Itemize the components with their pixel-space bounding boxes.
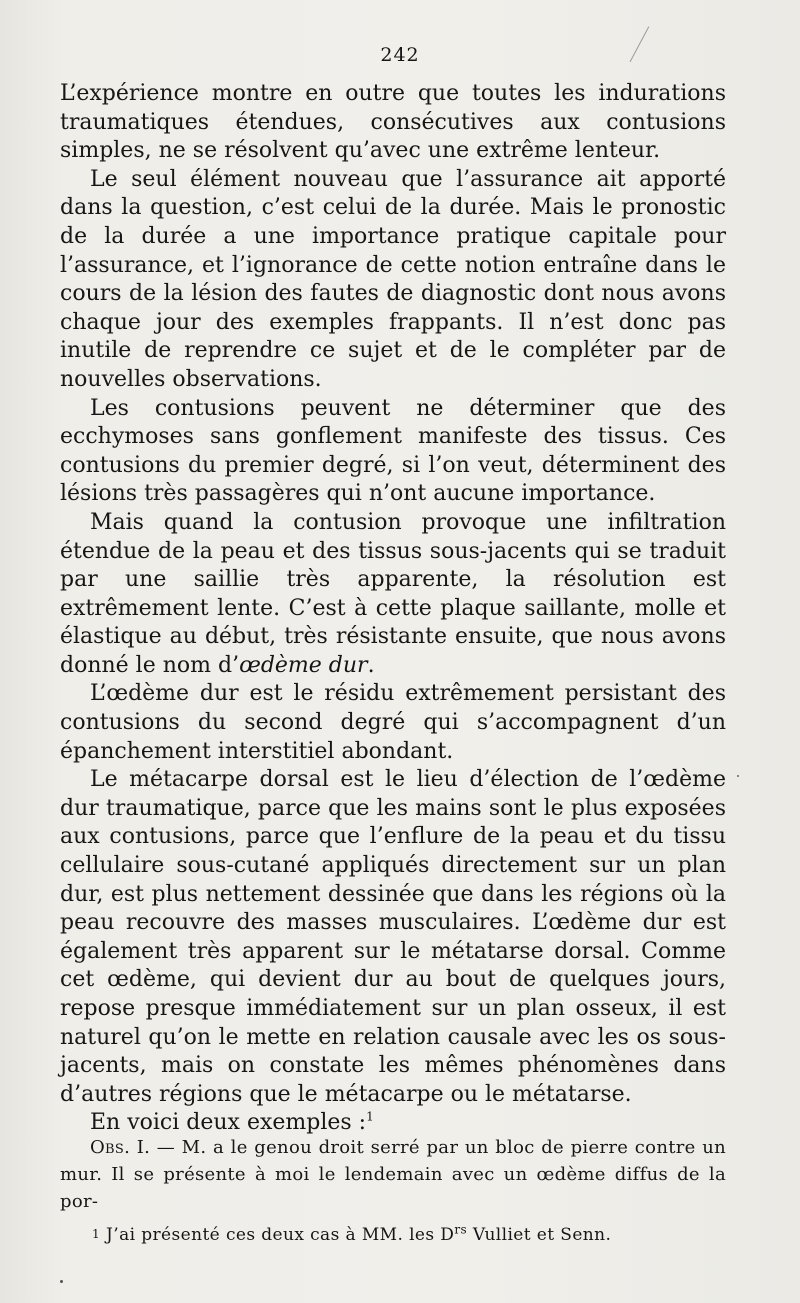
paragraph-infiltration — [60, 509, 726, 681]
body-text — [60, 80, 726, 1138]
paragraph-infiltration-end: . — [367, 652, 375, 678]
paragraph-contusions: Les contusions peuvent ne déterminer que des ecchymoses sans gonflement manifeste des tissus. Ces contusions du premier degré, si l’on veut, déterminent des lésions très passagères qui n’ont aucune importance. — [60, 395, 726, 507]
paragraph-assurance: Le seul élément nouveau que l’assurance ait apporté dans la question, c’est celui de la durée. Mais le pronostic de la durée a une importance pratique capitale pour l’assurance, et l’ignorance de cette notion entraîne dans le cours de la lésion des fautes de diagnostic dont nous avons chaque jour des exemples frappants. Il n’est donc pas inutile de reprendre ce sujet et de le compléter par de nouvelles observations. — [60, 166, 726, 392]
exemples-text: En voici deux exemples : — [90, 1110, 367, 1136]
paragraph-experience: L’expérience montre en outre que toutes les indurations traumatiques étendues, consécutives aux contusions simples, ne se résolvent qu’avec une extrême lenteur. — [60, 81, 726, 164]
observation-paragraph — [60, 1134, 726, 1215]
footnote-text-before: J’ai présenté ces deux cas à MM. les D — [106, 1225, 455, 1245]
paper-speck — [60, 1280, 63, 1283]
observation-label: Obs. I. — [90, 1137, 151, 1158]
paragraph-infiltration-text: Mais quand la contusion provoque une infiltration étendue de la peau et des tissus sous-jacents qui se traduit par une saillie très apparente, la résolution est extrêmement lente. C’est à cette plaque saillante, molle et élastique au début, très résistante ensuite, que nous avons donné le nom d’ — [60, 509, 726, 678]
footnote-reference: 1 — [366, 1110, 374, 1125]
observation-block — [60, 1134, 726, 1215]
paragraph-metacarpe: Le métacarpe dorsal est le lieu d’élection de l’œdème dur traumatique, parce que les mains sont le plus exposées aux contusions, parce que l’enflure de la peau et du tissu cellulaire sous-cutané appliqués directement sur un plan dur, est plus nettement dessinée que dans les régions où la peau recouvre des masses musculaires. L’œdème dur est également très apparent sur le métatarse dorsal. Comme cet œdème, qui devient dur au bout de quelques jours, repose presque immédiatement sur un plan osseux, il est naturel qu’on le mette en relation causale avec les os sous-jacents, mais on constate les mêmes phénomènes dans d’autres régions que le métacarpe ou le métatarse. — [60, 767, 726, 1107]
footnote-text-after: Vulliet et Senn. — [467, 1225, 612, 1245]
page-number: 242 — [380, 44, 420, 66]
term-oedeme-dur: œdème dur — [239, 652, 368, 678]
observation-text: — M. a le genou droit serré par un bloc de pierre contre un mur. Il se présente à moi le lendemain avec un œdème diffus de la por- — [60, 1137, 726, 1212]
paper-speck — [737, 775, 739, 777]
footnote-superscript: rs — [454, 1222, 468, 1237]
footnote-number: 1 — [92, 1227, 101, 1241]
paragraph-oedeme-residu: L’œdème dur est le résidu extrêmement persistant des contusions du second degré qui s’accompagnent d’un épanchement interstitiel abondant. — [60, 681, 726, 764]
footnote — [92, 1222, 732, 1247]
